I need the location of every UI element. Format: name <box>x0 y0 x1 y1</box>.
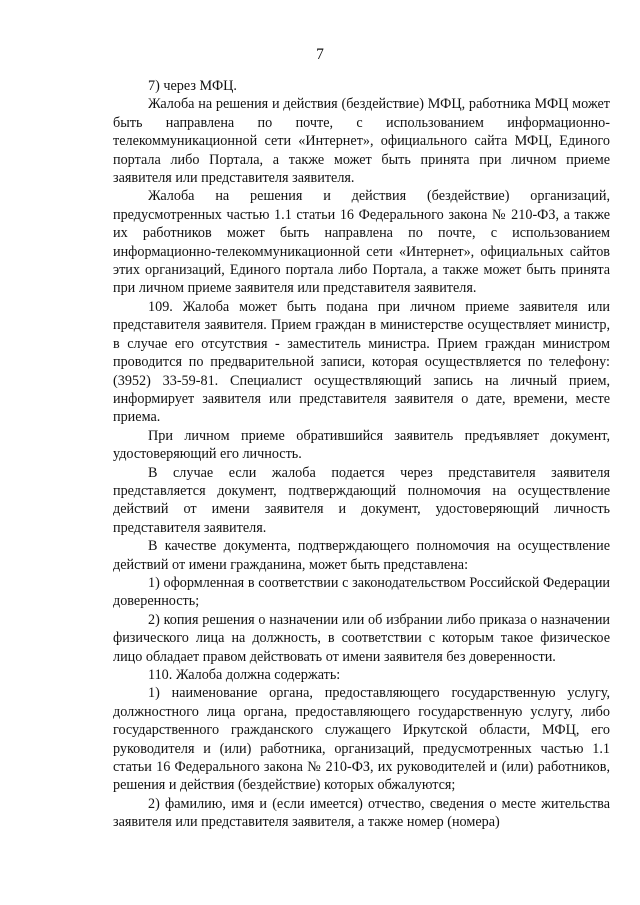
list-item-power-of-attorney: 1) оформленная в соответствии с законодательством Российской Федерации доверенность; <box>113 574 610 610</box>
paragraph-identity-document: При личном приеме обратившийся заявитель предъявляет документ, удостоверяющий его личность. <box>113 427 610 463</box>
list-item-applicant-details: 2) фамилию, имя и (если имеется) отчество, сведения о месте жительства заявителя или представителя заявителя, а также номер (номера) <box>113 795 610 831</box>
list-item-via-mfc: 7) через МФЦ. <box>148 78 237 94</box>
paragraph-organizations-complaint: Жалоба на решения и действия (бездействие) организаций, предусмотренных частью 1.1 статьи 16 Федерального закона № 210-ФЗ, а также их работников может быть направлена по почте, с использованием информационно-телекоммуникационной сети «Интернет», официальных сайтов этих организаций, Единого портала либо Портала, а также может быть принята при личном приеме заявителя или представителя заявителя. <box>113 188 610 297</box>
paragraph-110-heading: 110. Жалоба должна содержать: <box>148 667 341 683</box>
list-item-authority-name: 1) наименование органа, предоставляющего государственную услугу, должностного лица органа, предоставляющего государственную услугу, либо государственного гражданского служащего Иркутской области, МФЦ, его руководителя и (или) работника, организаций, предусмотренных частью 1.1 статьи 16 Федерального закона № 210-ФЗ, их руководителей и (или) работников, решения и действия (бездействие) которых обжалуются; <box>113 685 610 794</box>
paragraph-mfc-complaint: Жалоба на решения и действия (бездействие) МФЦ, работника МФЦ может быть направлена по почте, с использованием информационно-телекоммуникационной сети «Интернет», официального сайта МФЦ, Единого портала либо Портала, а также может быть принята при личном приеме заявителя или представителя заявителя. <box>113 96 610 187</box>
paragraph-authority-documents: В качестве документа, подтверждающего полномочия на осуществление действий от имени гражданина, может быть представлена: <box>113 538 610 573</box>
document-body <box>113 77 610 832</box>
paragraph-109-personal-reception: 109. Жалоба может быть подана при личном приеме заявителя или представителя заявителя. Прием граждан в министерстве осуществляет министр, в случае его отсутствия - заместитель министра. Прием граждан министром проводится по предварительной записи, которая осуществляется по телефону: (3952) 33-59-81. Специалист осуществляющий запись на личный прием, информирует заявителя или представителя заявителя о дате, времени, месте приема. <box>113 298 610 426</box>
list-item-appointment-copy: 2) копия решения о назначении или об избрании либо приказа о назначении физического лица на должность, в соответствии с которым такое физическое лицо обладает правом действовать от имени заявителя без доверенности. <box>113 611 610 665</box>
paragraph-representative-document: В случае если жалоба подается через представителя заявителя представляется документ, подтверждающий полномочия на осуществление действий от имени заявителя и документ, удостоверяющий личность представителя заявителя. <box>113 464 610 536</box>
page-number: 7 <box>316 46 324 63</box>
